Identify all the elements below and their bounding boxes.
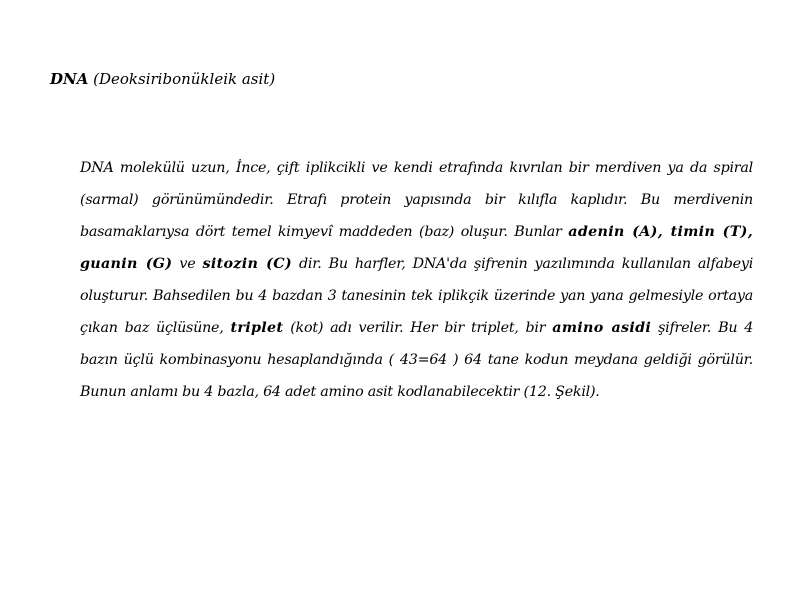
paragraph-text-3: dir. Bu harfler, DNA'da şifrenin yazılımında kullanılan alfabeyi oluşturur. Bahsedilen bu 4 bazdan 3 tanesinin tek iplikçik üzerinde yan yana gelmesiyle ortaya çıkan baz üçlüsüne,	[80, 256, 754, 336]
cytosine-term: sitozin (C)	[202, 256, 292, 272]
heading-full-name: (Deoksiribonükleik asit)	[93, 70, 276, 88]
paragraph-text-4: (kot) adı verilir. Her bir triplet, bir	[290, 320, 546, 336]
dna-description-paragraph	[80, 152, 753, 408]
paragraph-text-1: DNA molekülü uzun, İnce, çift iplikcikli ve kendi etrafında kıvrılan bir merdiven ya da spiral (sarmal) görünümündedir. Etrafı protein yapısında bir kılıfla kaplıdır. Bu merdivenin basamaklarıysa dört temel kimyevî maddeden (baz) oluşur. Bunlar	[80, 160, 753, 240]
heading-abbreviation: DNA	[50, 70, 89, 88]
paragraph-text-2: ve	[179, 256, 196, 272]
bases-term: adenin (A), timin (T), guanin (G)	[80, 224, 753, 272]
paragraph-text-5: şifreler. Bu 4 bazın üçlü kombinasyonu hesaplandığında ( 43=64 ) 64 tane kodun meydana geldiği görülür. Bunun anlamı bu 4 bazla, 64 adet amino asit kodlanabilecektir (12. Şekil).	[80, 320, 754, 400]
triplet-term: triplet	[230, 320, 284, 336]
amino-acid-term: amino asidi	[552, 320, 652, 336]
section-heading	[50, 68, 275, 90]
